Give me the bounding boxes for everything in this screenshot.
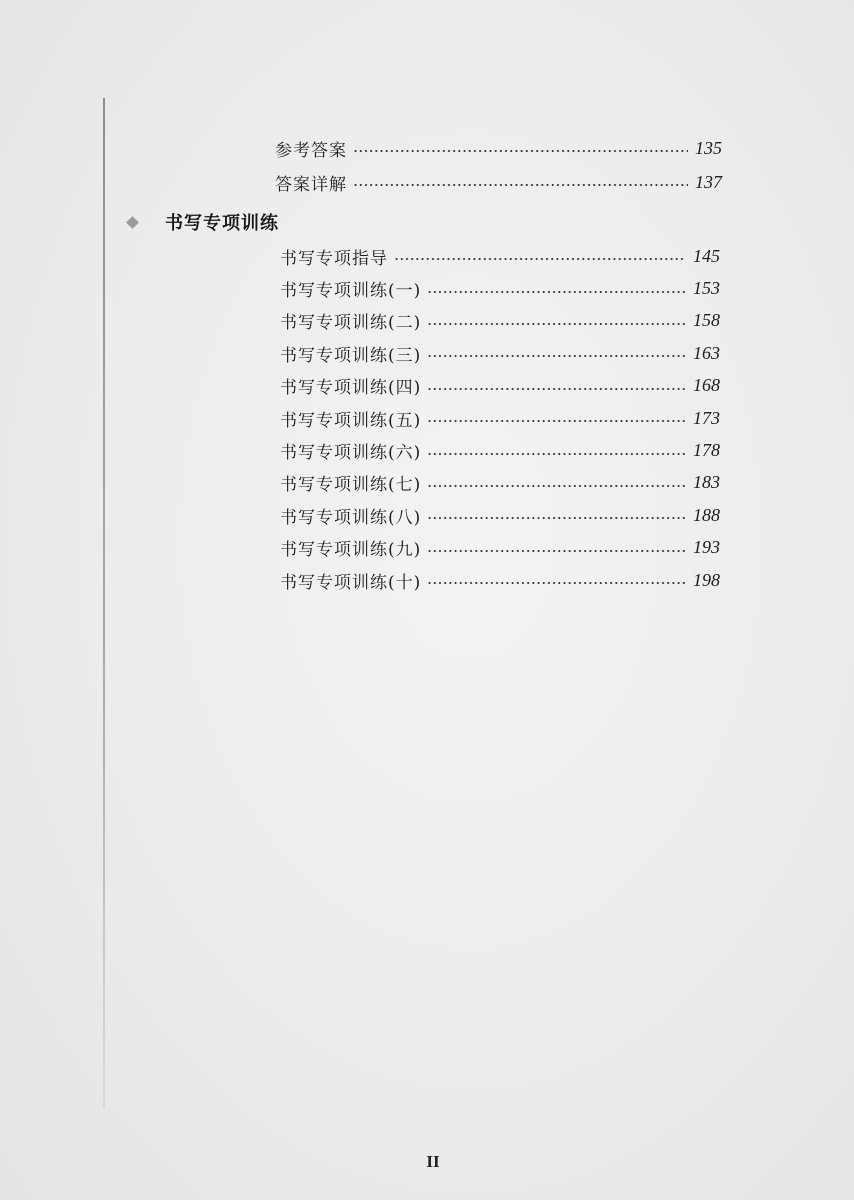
toc-entry[interactable]	[280, 564, 720, 596]
dot-leader	[427, 549, 686, 553]
toc-entry-title: 书写专项训练(一)	[280, 281, 422, 302]
diamond-bullet-icon	[126, 216, 139, 229]
toc-entry-title: 参考答案	[275, 140, 347, 161]
toc-entry-page: 178	[693, 440, 720, 461]
toc-entry-page: 173	[693, 407, 720, 428]
toc-entry-title: 书写专项训练(九)	[280, 540, 422, 561]
toc-entry[interactable]	[275, 131, 722, 165]
toc-entry[interactable]	[280, 499, 720, 531]
toc-entry[interactable]	[280, 305, 720, 337]
toc-entry[interactable]	[275, 165, 722, 199]
toc-entry-page: 193	[693, 537, 720, 558]
toc-entry-title: 书写专项训练(五)	[280, 410, 422, 431]
toc-entry[interactable]	[280, 337, 720, 369]
dot-leader	[427, 581, 686, 585]
section-header[interactable]	[126, 208, 279, 236]
dot-leader	[427, 516, 686, 520]
toc-entry-page: 135	[695, 137, 722, 158]
toc-entry-page: 137	[695, 171, 722, 192]
toc-entry[interactable]	[280, 402, 720, 434]
dot-leader	[427, 322, 686, 326]
dot-leader	[427, 452, 686, 456]
toc-entry-title: 书写专项训练(三)	[280, 345, 422, 366]
dot-leader	[427, 419, 686, 423]
footer-page-number: II	[426, 1152, 440, 1171]
toc-entry-title: 书写专项训练(六)	[280, 443, 422, 464]
toc-entry[interactable]	[280, 532, 720, 564]
toc-entry-page: 145	[693, 245, 720, 266]
toc-entry[interactable]	[280, 272, 720, 304]
toc-entry[interactable]	[280, 467, 720, 499]
toc-entry[interactable]	[280, 370, 720, 402]
toc-entry[interactable]	[280, 240, 720, 272]
toc-entry-page: 198	[693, 569, 720, 590]
toc-entry-title: 书写专项训练(八)	[280, 507, 422, 528]
dot-leader	[427, 290, 686, 294]
toc-entry-page: 163	[693, 342, 720, 363]
section-title: 书写专项训练	[165, 213, 279, 234]
dot-leader	[353, 183, 688, 187]
dot-leader	[427, 387, 686, 391]
toc-list-top	[275, 131, 722, 199]
toc-entry-title: 书写专项训练(十)	[280, 572, 422, 593]
toc-entry-page: 168	[693, 375, 720, 396]
toc-entry-page: 183	[693, 472, 720, 493]
toc-entry-title: 书写专项指导	[280, 248, 388, 269]
toc-entry-page: 153	[693, 278, 720, 299]
toc-entry-page: 188	[693, 504, 720, 525]
margin-rule	[103, 98, 105, 1108]
toc-list-section	[280, 240, 720, 596]
dot-leader	[427, 484, 686, 488]
dot-leader	[427, 354, 686, 358]
toc-entry-page: 158	[693, 310, 720, 331]
toc-entry-title: 书写专项训练(二)	[280, 313, 422, 334]
toc-entry-title: 书写专项训练(四)	[280, 378, 422, 399]
toc-entry-title: 书写专项训练(七)	[280, 475, 422, 496]
dot-leader	[394, 257, 686, 261]
toc-entry[interactable]	[280, 434, 720, 466]
dot-leader	[353, 149, 688, 153]
toc-entry-title: 答案详解	[275, 174, 347, 195]
